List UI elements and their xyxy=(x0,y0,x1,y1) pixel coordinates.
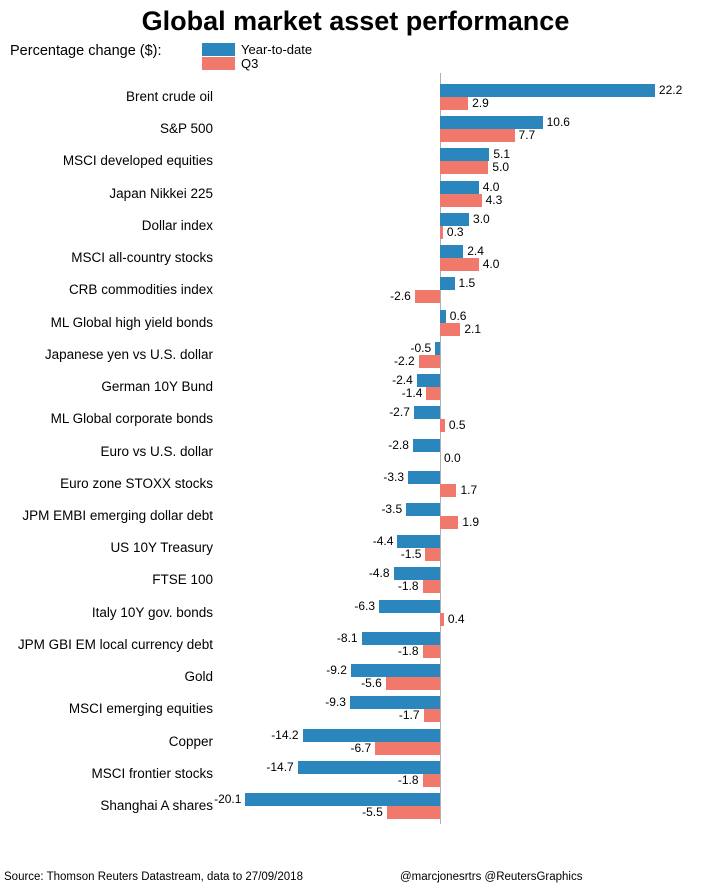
ytd-value-label: 1.5 xyxy=(458,276,476,290)
social-handles: @marcjonesrtrs @ReutersGraphics xyxy=(400,871,583,883)
q3-legend-text: Q3 xyxy=(241,56,259,71)
ytd-bar xyxy=(379,600,440,613)
ytd-value-label: 2.4 xyxy=(467,244,484,258)
ytd-value-label: 5.1 xyxy=(493,147,511,161)
category-label: MSCI developed equities xyxy=(62,153,213,168)
ytd-value-label: -14.2 xyxy=(271,728,299,742)
ytd-value-label: -8.1 xyxy=(336,631,358,645)
q3-bar xyxy=(440,613,444,626)
ytd-bar xyxy=(303,729,440,742)
ytd-bar xyxy=(440,245,463,258)
category-label: Euro zone STOXX stocks xyxy=(60,476,213,491)
q3-value-label: 0.4 xyxy=(447,612,465,626)
q3-bar xyxy=(423,774,440,787)
q3-bar xyxy=(375,742,440,755)
category-label: ML Global high yield bonds xyxy=(50,315,213,330)
q3-value-label: -1.5 xyxy=(400,547,422,561)
legend-label: Percentage change ($): xyxy=(10,43,162,59)
ytd-bar xyxy=(440,277,455,290)
q3-value-label: 0.0 xyxy=(444,451,461,465)
category-label: S&P 500 xyxy=(159,121,213,136)
category-label: CRB commodities index xyxy=(68,282,213,297)
q3-value-label: -5.6 xyxy=(361,676,382,690)
q3-value-label: -6.7 xyxy=(350,741,372,755)
ytd-value-label: -14.7 xyxy=(266,760,294,774)
category-label: MSCI all-country stocks xyxy=(71,250,213,265)
q3-value-label: -1.8 xyxy=(397,644,419,658)
q3-bar xyxy=(440,419,445,432)
q3-value-label: 0.3 xyxy=(446,225,464,239)
q3-value-label: 2.1 xyxy=(464,322,481,336)
category-label: MSCI emerging equities xyxy=(68,701,213,716)
q3-value-label: 4.3 xyxy=(485,193,503,207)
ytd-bar xyxy=(414,406,440,419)
ytd-value-label: 10.6 xyxy=(546,115,570,129)
q3-bar xyxy=(440,161,488,174)
q3-bar xyxy=(425,548,440,561)
category-label: Euro vs U.S. dollar xyxy=(100,444,213,459)
q3-bar xyxy=(440,194,482,207)
q3-value-label: -1.4 xyxy=(401,386,423,400)
ytd-value-label: -2.7 xyxy=(389,405,410,419)
ytd-value-label: -6.3 xyxy=(354,599,376,613)
q3-value-label: -5.5 xyxy=(362,805,383,819)
source-text: Source: Thomson Reuters Datastream, data to 27/09/2018 xyxy=(4,871,303,883)
category-label: Italy 10Y gov. bonds xyxy=(91,605,213,620)
ytd-bar xyxy=(440,310,446,323)
q3-bar xyxy=(440,226,443,239)
ytd-value-label: -2.4 xyxy=(392,373,413,387)
q3-value-label: 2.9 xyxy=(472,96,489,110)
category-label: Dollar index xyxy=(141,218,213,233)
ytd-value-label: 0.6 xyxy=(449,309,467,323)
q3-value-label: -1.8 xyxy=(397,579,419,593)
category-label: JPM GBI EM local currency debt xyxy=(17,637,213,652)
q3-bar xyxy=(386,677,440,690)
q3-bar xyxy=(424,709,440,722)
q3-bar xyxy=(440,323,460,336)
q3-color-swatch xyxy=(202,57,235,70)
ytd-value-label: 4.0 xyxy=(482,180,500,194)
q3-value-label: -1.8 xyxy=(397,773,419,787)
q3-bar xyxy=(440,516,458,529)
ytd-bar xyxy=(245,793,440,806)
ytd-bar xyxy=(413,439,440,452)
category-label: US 10Y Treasury xyxy=(110,540,213,555)
ytd-bar xyxy=(440,148,489,161)
q3-value-label: -2.2 xyxy=(394,354,415,368)
q3-bar xyxy=(440,258,479,271)
year-to-date-legend-text: Year-to-date xyxy=(241,42,313,57)
ytd-bar xyxy=(408,471,440,484)
year-to-date-color-swatch xyxy=(202,43,235,56)
q3-value-label: 4.0 xyxy=(482,257,500,271)
ytd-value-label: -9.2 xyxy=(326,663,347,677)
q3-bar xyxy=(415,290,440,303)
category-label: Japanese yen vs U.S. dollar xyxy=(44,347,213,362)
q3-bar xyxy=(440,129,515,142)
q3-value-label: -2.6 xyxy=(390,289,411,303)
ytd-value-label: -0.5 xyxy=(410,341,432,355)
ytd-bar xyxy=(406,503,440,516)
ytd-value-label: -4.8 xyxy=(368,566,390,580)
category-label: JPM EMBI emerging dollar debt xyxy=(22,508,213,523)
q3-bar xyxy=(387,806,440,819)
ytd-value-label: -3.3 xyxy=(383,470,405,484)
ytd-value-label: -4.4 xyxy=(372,534,394,548)
legend-item-q3 xyxy=(202,57,402,71)
q3-value-label: 1.7 xyxy=(460,483,478,497)
ytd-value-label: -2.8 xyxy=(388,438,409,452)
category-label: MSCI frontier stocks xyxy=(91,766,213,781)
category-label: FTSE 100 xyxy=(152,572,213,587)
q3-value-label: 0.5 xyxy=(448,418,466,432)
ytd-value-label: -9.3 xyxy=(325,695,346,709)
category-label: Brent crude oil xyxy=(125,89,213,104)
ytd-value-label: -3.5 xyxy=(381,502,403,516)
category-label: Shanghai A shares xyxy=(100,798,213,813)
ytd-bar xyxy=(435,342,440,355)
q3-bar xyxy=(440,97,468,110)
q3-bar xyxy=(419,355,440,368)
category-label: Gold xyxy=(184,669,213,684)
q3-value-label: 7.7 xyxy=(518,128,536,142)
ytd-value-label: -20.1 xyxy=(214,792,242,806)
q3-bar xyxy=(440,484,456,497)
q3-value-label: 5.0 xyxy=(492,160,510,174)
q3-value-label: 1.9 xyxy=(462,515,480,529)
q3-bar xyxy=(423,645,440,658)
ytd-bar xyxy=(350,696,440,709)
category-label: Copper xyxy=(168,734,213,749)
chart-title: Global market asset performance xyxy=(141,6,570,36)
ytd-bar xyxy=(440,181,479,194)
category-label: Japan Nikkei 225 xyxy=(109,186,213,201)
legend-item-year-to-date xyxy=(202,43,402,57)
q3-bar xyxy=(423,580,440,593)
ytd-value-label: 22.2 xyxy=(658,83,683,97)
q3-value-label: -1.7 xyxy=(398,708,420,722)
q3-bar xyxy=(426,387,440,400)
category-label: German 10Y Bund xyxy=(101,379,213,394)
category-label: ML Global corporate bonds xyxy=(50,411,213,426)
ytd-value-label: 3.0 xyxy=(473,212,490,226)
